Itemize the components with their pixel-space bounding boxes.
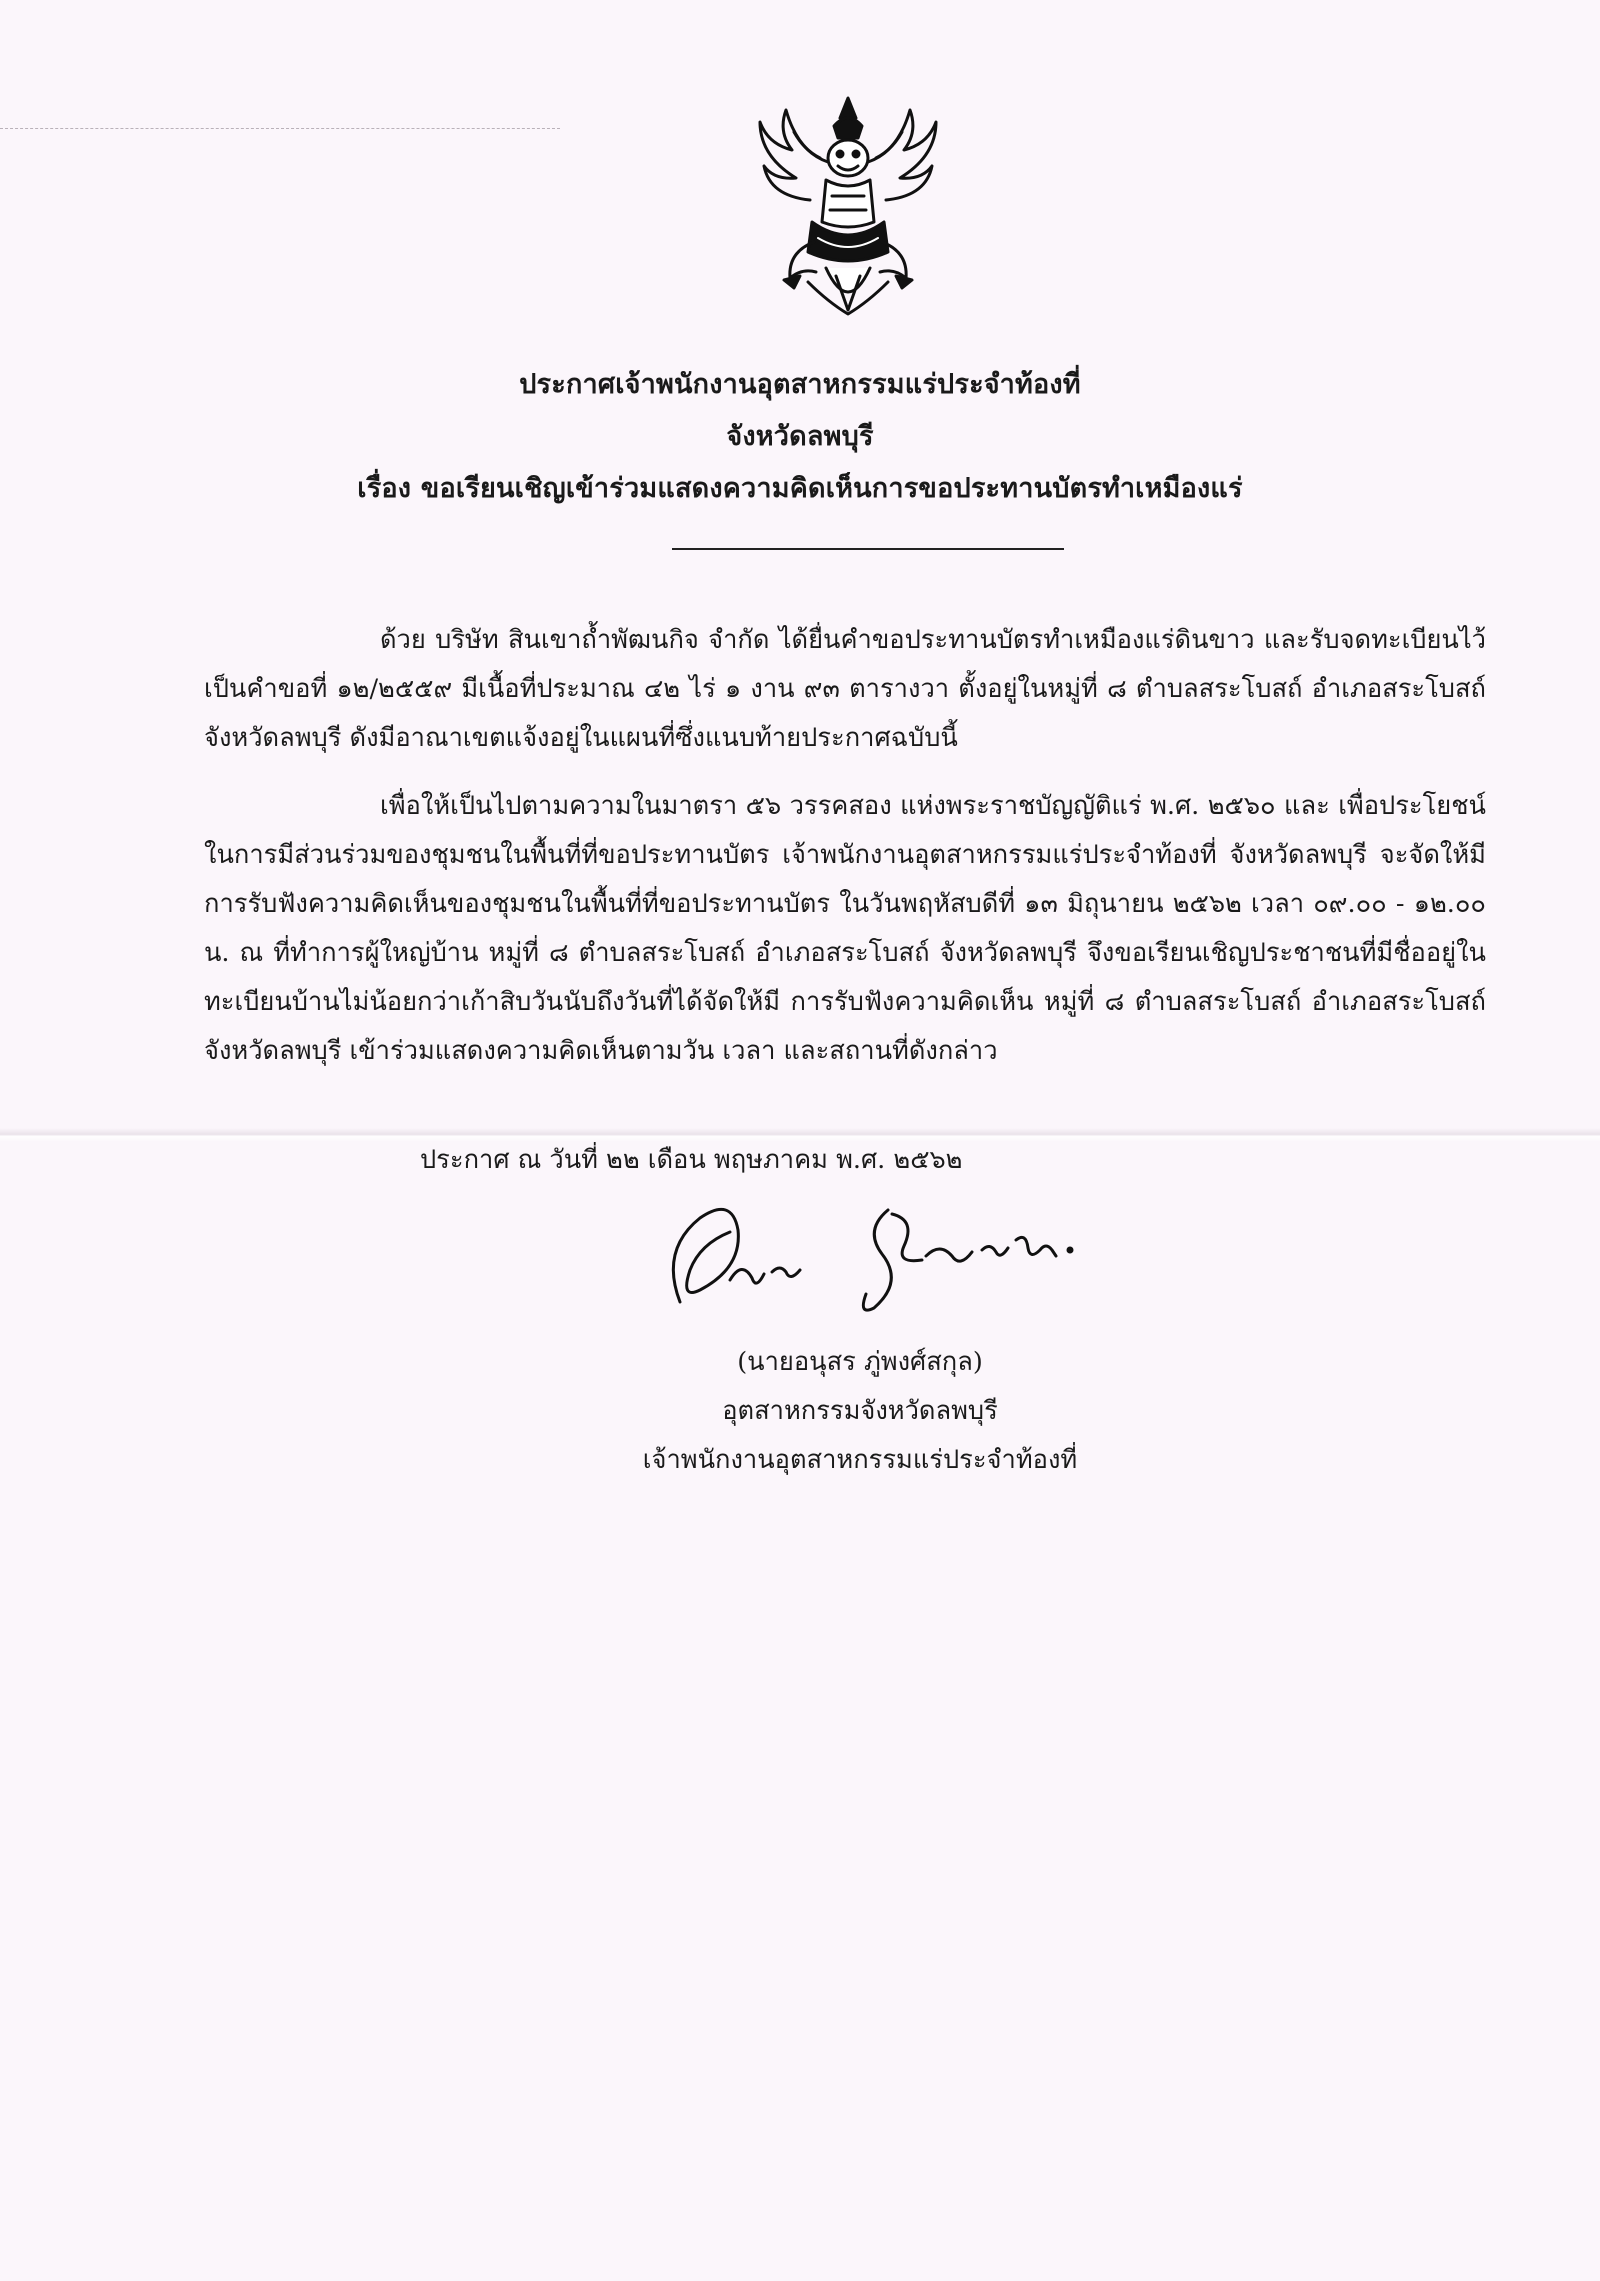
handwritten-signature-icon: [660, 1190, 1100, 1320]
signatory-title-1: อุตสาหกรรมจังหวัดลพบุรี: [722, 1396, 998, 1426]
garuda-emblem-icon: [748, 92, 948, 324]
body-paragraph-2: เพื่อให้เป็นไปตามความในมาตรา ๕๖ วรรคสอง แห่งพระราชบัญญัติแร่ พ.ศ. ๒๕๖๐ และ เพื่อประโยชน์ในการมีส่วนร่วมของชุมชนในพื้นที่ที่ขอประทานบัตร เจ้าพนักงานอุตสาหกรรมแร่ประจำท้องที่ จังหวัดลพบุรี จะจัดให้มีการรับฟังความคิดเห็นของชุมชนในพื้นที่ที่ขอประทานบัตร ในวันพฤหัสบดีที่ ๑๓ มิถุนายน ๒๕๖๒ เวลา ๐๙.๐๐ - ๑๒.๐๐ น. ณ ที่ทำการผู้ใหญ่บ้าน หมู่ที่ ๘ ตำบลสระโบสถ์ อำเภอสระโบสถ์ จังหวัดลพบุรี จึงขอเรียนเชิญประชาชนที่มีชื่ออยู่ในทะเบียนบ้านไม่น้อยกว่าเก้าสิบวันนับถึงวันที่ได้จัดให้มี การรับฟังความคิดเห็น หมู่ที่ ๘ ตำบลสระโบสถ์ อำเภอสระโบสถ์ จังหวัดลพบุรี เข้าร่วมแสดงความคิดเห็นตามวัน เวลา และสถานที่ดังกล่าว: [204, 791, 1486, 1066]
announcement-province: จังหวัดลพบุรี: [726, 421, 874, 452]
announcement-subject: เรื่อง ขอเรียนเชิญเข้าร่วมแสดงความคิดเห็นการขอประทานบัตรทำเหมืองแร่: [357, 473, 1243, 504]
scan-edge-line: [0, 128, 560, 129]
title-underline: [672, 548, 1064, 550]
announcement-dateline: ประกาศ ณ วันที่ ๒๒ เดือน พฤษภาคม พ.ศ. ๒๕๖๒: [420, 1145, 963, 1175]
signatory-name: (นายอนุสร ภู่พงศ์สกุล): [737, 1347, 983, 1377]
signature-block: [560, 1338, 1160, 1485]
announcement-title: ประกาศเจ้าพนักงานอุตสาหกรรมแร่ประจำท้องที่: [519, 369, 1081, 400]
body-paragraph-1: ด้วย บริษัท สินเขาถ้ำพัฒนกิจ จำกัด ได้ยื่นคำขอประทานบัตรทำเหมืองแร่ดินขาว และรับจดทะเบียนไว้เป็นคำขอที่ ๑๒/๒๕๕๙ มีเนื้อที่ประมาณ ๔๒ ไร่ ๑ งาน ๙๓ ตารางวา ตั้งอยู่ในหมู่ที่ ๘ ตำบลสระโบสถ์ อำเภอสระโบสถ์ จังหวัดลพบุรี ดังมีอาณาเขตแจ้งอยู่ในแผนที่ซึ่งแนบท้ายประกาศฉบับนี้: [204, 625, 1486, 753]
signatory-title-2: เจ้าพนักงานอุตสาหกรรมแร่ประจำท้องที่: [642, 1445, 1078, 1475]
